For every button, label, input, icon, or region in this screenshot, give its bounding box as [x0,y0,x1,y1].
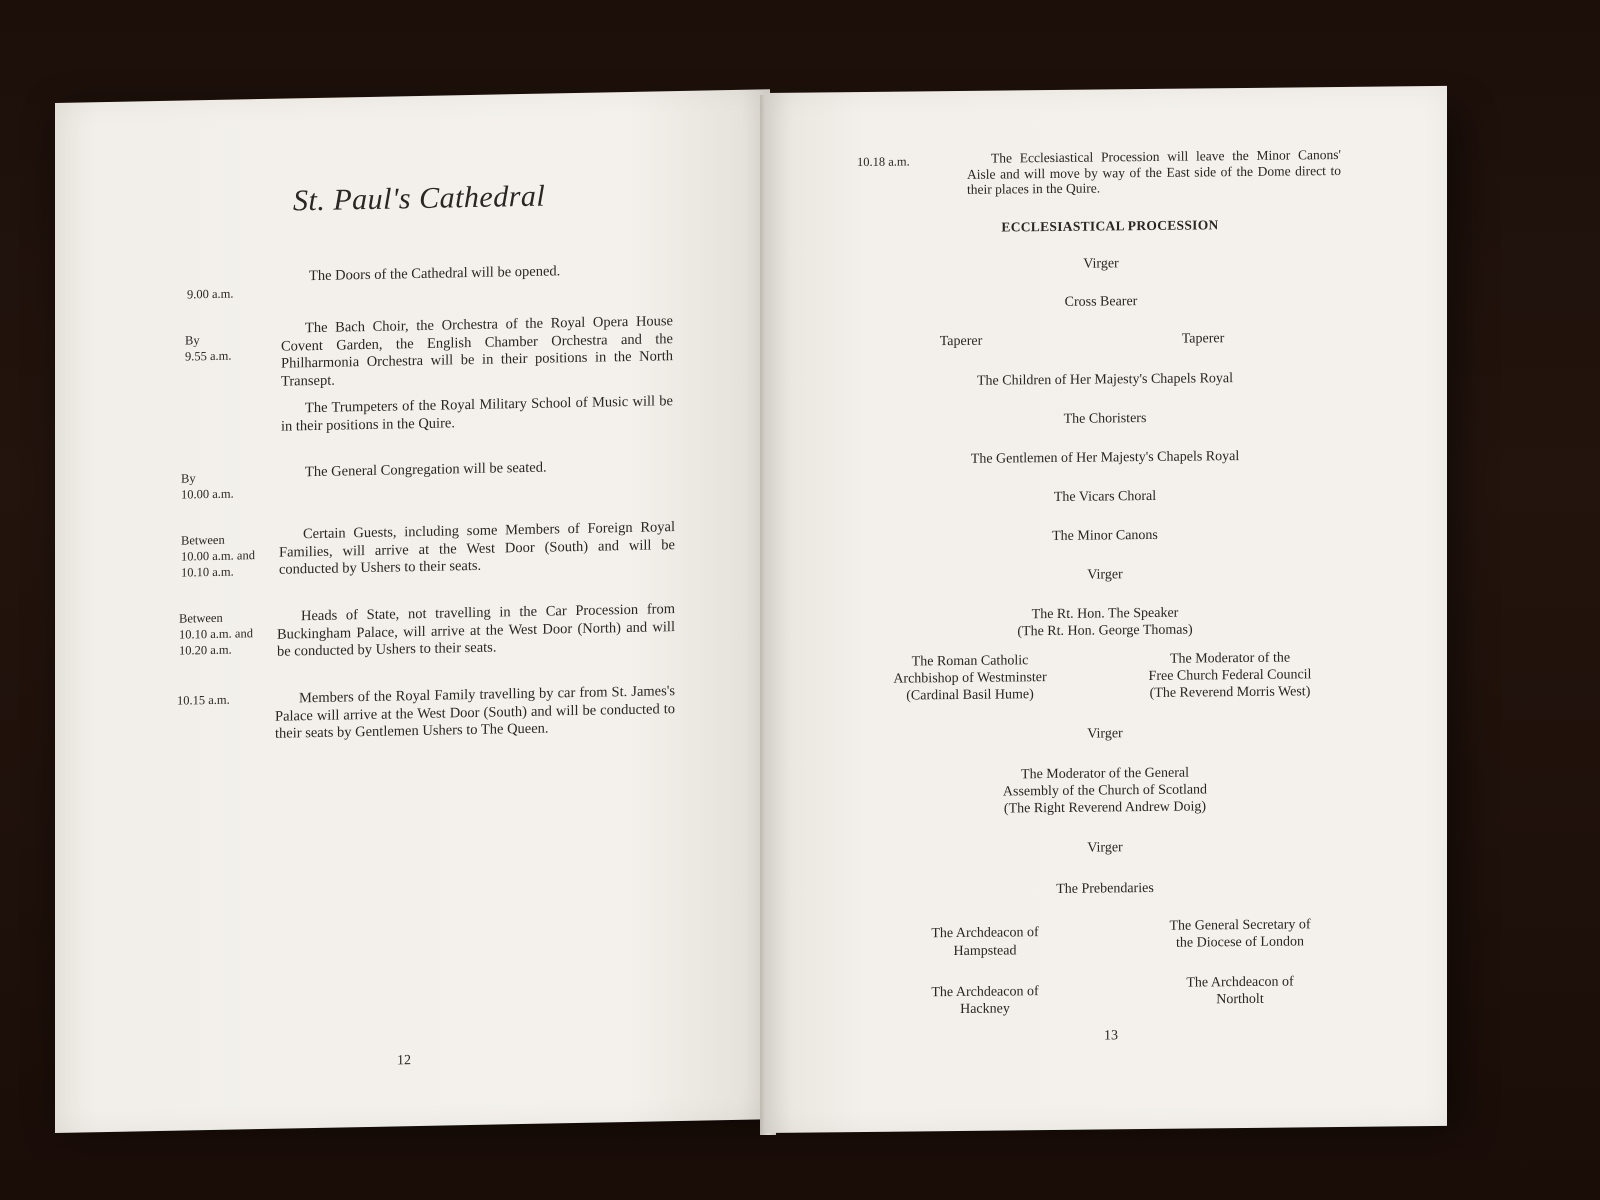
entry-time: Between 10.00 a.m. and 10.10 a.m. [181,532,255,580]
entry-text: Certain Guests, including some Members of Foreign Royal Families, will arrive at the West Door (South) and will be conducted by Ushers to their seats. [279,519,675,578]
page-number: 12 [397,1053,411,1069]
procession-item: Virger [1083,256,1119,272]
entry-text: The General Congregation will be seated. [305,459,547,481]
entry-time: By 10.00 a.m. [181,471,234,502]
procession-item: Archbishop of Westminster [893,670,1047,687]
section-heading: ECCLESIASTICAL PROCESSION [1001,217,1219,235]
left-page [55,89,770,1133]
procession-item: The Roman Catholic [911,653,1029,670]
page-number: 13 [1104,1028,1118,1044]
procession-item: The Moderator of the [1169,650,1291,667]
procession-item: The Choristers [1063,411,1147,427]
procession-item: Taperer [1181,331,1225,347]
entry-text: The Trumpeters of the Royal Military School of Music will be in their positions in the Quire. [281,393,673,435]
procession-item: The Archdeacon of [1186,974,1294,991]
procession-item: Taperer [939,333,983,350]
right-page [765,86,1447,1133]
procession-item: (The Reverend Morris West) [1149,684,1311,701]
procession-item: (The Rt. Hon. George Thomas) [1017,622,1193,640]
entry-text: The Doors of the Cathedral will be opened. [309,263,561,285]
entry-time: 10.15 a.m. [177,692,230,708]
procession-item: The General Secretary of [1169,917,1311,934]
entry-text: Members of the Royal Family travelling by car from St. James's Palace will arrive at the West Door (South) and will be conducted to their seats by Gentlemen Ushers to The Queen. [275,683,675,742]
entry-text: The Ecclesiastical Procession will leave the Minor Canons' Aisle and will move by way of the East side of the Dome direct to their places in the Quire. [967,146,1341,197]
procession-item: Cross Bearer [1064,294,1138,310]
procession-item: Northolt [1216,991,1264,1008]
entry-time: 10.18 a.m. [857,154,910,170]
entry-text: The Bach Choir, the Orchestra of the Royal Opera House Covent Garden, the English Chamber Orchestra and the Philharmonia Orchestra will be in their positions in the North Transept. [281,313,673,390]
procession-item: The Gentlemen of Her Majesty's Chapels Royal [970,449,1240,467]
entry-time: 9.00 a.m. [187,286,234,302]
procession-item: Assembly of the Church of Scotland [1002,782,1208,800]
procession-item: (Cardinal Basil Hume) [906,687,1034,704]
procession-item: Hampstead [953,943,1017,960]
page-title: St. Paul's Cathedral [293,179,546,218]
procession-item: The Rt. Hon. The Speaker [1031,605,1179,623]
procession-item: Virger [1087,726,1123,742]
procession-item: The Archdeacon of [931,984,1039,1001]
procession-item: (The Right Reverend Andrew Doig) [1003,799,1207,817]
procession-item: The Prebendaries [1056,880,1154,897]
procession-item: The Archdeacon of [931,925,1039,942]
procession-item: Virger [1087,840,1123,856]
entry-time: By 9.55 a.m. [185,333,232,364]
procession-item: The Moderator of the General [1021,765,1189,783]
procession-item: The Minor Canons [1052,527,1158,544]
entry-time: Between 10.10 a.m. and 10.20 a.m. [179,610,253,658]
procession-item: Hackney [960,1001,1010,1017]
procession-item: Virger [1087,567,1123,583]
procession-item: the Diocese of London [1176,934,1304,951]
entry-text: Heads of State, not travelling in the Car Procession from Buckingham Palace, will arrive at the West Door (North) and will be conducted by Ushers to their seats. [277,601,675,660]
procession-item: The Children of Her Majesty's Chapels Royal [976,371,1234,389]
procession-item: Free Church Federal Council [1148,667,1312,684]
procession-item: The Vicars Choral [1053,488,1157,505]
